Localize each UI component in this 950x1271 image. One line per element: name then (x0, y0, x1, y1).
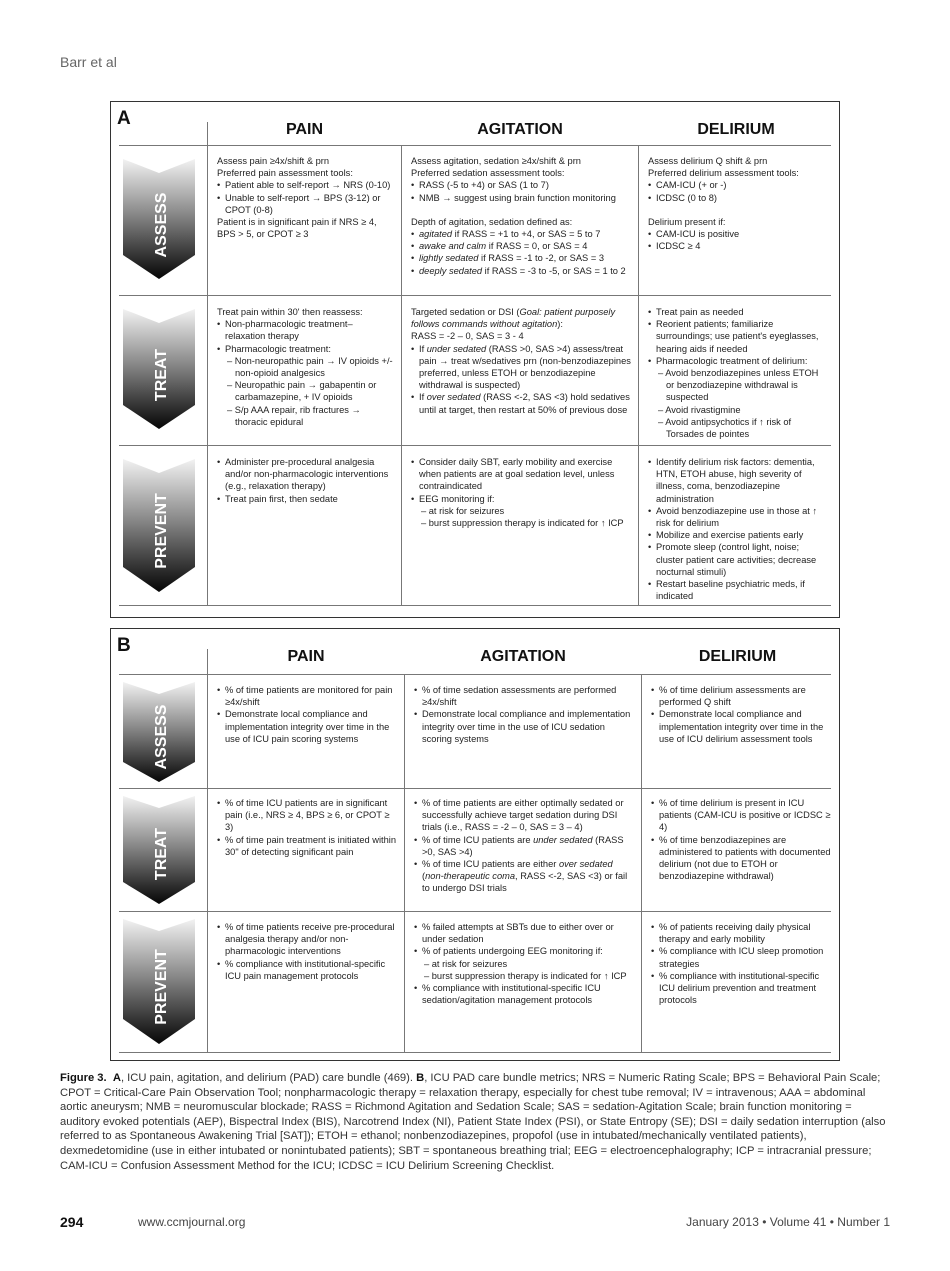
running-head: Barr et al (60, 54, 117, 70)
list-item: • % of time patients are either optimally sedated or successfully achieve target sedation during DSI trials (i.e., RASS = -2 – 0, SAS = 3 – 4) (414, 797, 634, 834)
list-item: • % of time sedation assessments are performed ≥4x/shift (414, 684, 634, 708)
term: non-therapeutic coma (425, 871, 516, 882)
list-item: • % of patients undergoing EEG monitoring if: (414, 945, 634, 957)
term: deeply sedated (419, 265, 483, 276)
page-number: 294 (60, 1214, 84, 1230)
column-divider (638, 145, 639, 605)
list-item: • RASS (-5 to +4) or SAS (1 to 7) (411, 179, 631, 191)
list-item: • Unable to self-report → BPS (3-12) or CPOT (0-8) (217, 192, 393, 216)
row-divider (119, 445, 831, 446)
sub-item: – burst suppression therapy is indicated for ↑ ICP (421, 518, 624, 529)
row-label-treat: TREAT (153, 827, 170, 881)
list-item: • EEG monitoring if: (411, 493, 631, 505)
list-item: • % of time delirium is present in ICU patients (CAM-ICU is positive or ICDSC ≥ 4) (651, 797, 831, 834)
panel-b-letter: B (117, 635, 131, 656)
list-item (411, 240, 631, 252)
list-item (411, 252, 631, 264)
chevron-treat-b (123, 796, 195, 904)
panel-a (110, 101, 840, 618)
list-item (411, 228, 631, 240)
chevron-assess-a (123, 159, 195, 279)
cell-b-assess-pain (211, 684, 403, 745)
text: Treat pain within 30' then reassess: (217, 307, 363, 317)
column-divider (404, 674, 405, 1052)
row-divider (119, 674, 831, 675)
list-item: • % compliance with ICU sleep promotion strategies (651, 945, 831, 969)
panel-b-header-delirium: DELIRIUM (698, 648, 777, 665)
cell-treat-agitation (405, 306, 637, 416)
panel-b (110, 628, 840, 1061)
list-item: • Demonstrate local compliance and implementation integrity over time in the use of ICU delirium assessment tools (651, 708, 831, 745)
list-item (411, 265, 631, 277)
list-item: • Non-pharmacologic treatment– relaxation therapy (217, 318, 393, 342)
sub-item: – Avoid benzodiazepines unless ETOH or benzodiazepine withdrawal is suspected (658, 368, 819, 403)
panel-b-header-agitation: AGITATION (480, 648, 566, 665)
list-item: • Mobilize and exercise patients early (648, 529, 826, 541)
cell-b-assess-agitation (408, 684, 640, 745)
caption-text: , ICU PAD care bundle metrics; NRS = Numeric Rating Scale; BPS = Behavioral Pain Scale; CPOT = Critical-Care Pain Observation Tool; nonpharmacologic therapy = relaxation therapy, especially for chest tube removal; IV = intravenous; AAA = abdominal aortic aneurysm; NMB = neuromuscular blockade; RASS = Richmond Agitation and Sedation Scale; SAS = sedation-Agitation Scale; brain function monitoring = auditory evoked potentials (AEP), Bispectral Index (BIS), Narcotrend Index (NI), Patient State Index (PSI), or State Entropy (SE); DSI = daily sedation interruption (also referred to as Spontaneous Awakening Trial [SAT]); ETOH = ethanol; nonbenzodiazepines, propofol (use in intubated/mechanically ventilated patients), dexmedetomidine (use in either intubated or nonintubated patients); SBT = spontaneous breathing trial; EEG = electroencephalography; ICP = intracranial pressure; CAM-ICU = Confusion Assessment Method for the ICU; ICDSC = ICU Delirium Screening Checklist. (60, 1072, 886, 1172)
text: (RASS >0, SAS >4) (422, 834, 624, 857)
row-divider (119, 1052, 831, 1053)
text: Preferred sedation assessment tools: (411, 168, 565, 179)
cell-b-prevent-delirium (645, 921, 837, 1006)
text: if RASS = -1 to -2, or SAS = 3 (478, 253, 604, 264)
list-item: • Identify delirium risk factors: dementia, HTN, ETOH abuse, high severity of illness, coma, benzodiazepine administration (648, 456, 826, 505)
list-item: • % failed attempts at SBTs due to either over or under sedation (414, 921, 634, 945)
list-item: • % of time delirium assessments are performed Q shift (651, 684, 831, 708)
list-item: • % of time patients receive pre-procedural analgesia therapy and/or non-pharmacologic interventions (217, 921, 397, 958)
text: Targeted sedation or DSI ( (411, 307, 520, 317)
list-item: • Restart baseline psychiatric meds, if indicated (648, 578, 826, 602)
term: under sedated (533, 834, 593, 845)
cell-b-treat-delirium (645, 797, 837, 882)
cell-prevent-pain (211, 456, 399, 505)
row-divider (119, 788, 831, 789)
text: Assess delirium Q shift & prn (648, 156, 768, 166)
term: over sedated (426, 392, 481, 403)
text: if RASS = -3 to -5, or SAS = 1 to 2 (482, 265, 626, 276)
list-item (411, 391, 631, 415)
text: , RASS <-2, SAS <3) or fail to undergo DSI trials (422, 871, 628, 894)
cell-assess-pain (211, 155, 399, 240)
cell-b-prevent-agitation (408, 921, 640, 1006)
text: Delirium present if: (648, 216, 726, 227)
caption-letter: A (112, 1072, 121, 1084)
list-item: • % of time ICU patients are in significant pain (i.e., NRS ≥ 4, BPS ≥ 6, or CPOT ≥ 3) (217, 797, 397, 834)
list-item: • % of time patients are monitored for pain ≥4x/shift (217, 684, 397, 708)
row-divider (119, 145, 831, 146)
sub-item: – burst suppression therapy is indicated for ↑ ICP (424, 970, 627, 981)
term: over sedated (558, 859, 613, 870)
list-item (411, 343, 631, 392)
sub-item: – S/p AAA repair, rib fractures → thoracic epidural (227, 404, 361, 427)
text: Patient is in significant pain if NRS ≥ 4, BPS > 5, or CPOT ≥ 3 (217, 217, 377, 240)
text: ): (557, 319, 563, 330)
list-item: • NMB → suggest using brain function monitoring (411, 192, 631, 204)
cell-b-treat-agitation (408, 797, 640, 895)
cell-assess-delirium (642, 155, 832, 252)
term: agitated (419, 229, 453, 240)
sub-item: – at risk for seizures (424, 958, 508, 969)
cell-assess-agitation (405, 155, 637, 277)
row-label-treat: TREAT (153, 348, 170, 402)
column-divider (207, 122, 208, 605)
journal-url[interactable]: www.ccmjournal.org (138, 1215, 246, 1229)
list-item: • ICDSC ≥ 4 (648, 240, 826, 252)
sub-item: – at risk for seizures (421, 505, 505, 516)
list-item: • Treat pain first, then sedate (217, 493, 393, 505)
list-item: • Administer pre-procedural analgesia and/or non-pharmacologic interventions (e.g., relaxation therapy) (217, 456, 393, 493)
text: Preferred pain assessment tools: (217, 168, 353, 179)
caption-label: Figure 3. (60, 1072, 107, 1084)
list-item: • % compliance with institutional-specific ICU pain management protocols (217, 958, 397, 982)
text: Assess pain ≥4x/shift & prn (217, 156, 330, 166)
column-divider (641, 674, 642, 1052)
list-item: • ICDSC (0 to 8) (648, 192, 826, 204)
text: RASS = -2 – 0, SAS = 3 - 4 (411, 331, 524, 342)
caption-text: , ICU pain, agitation, and delirium (PAD) care bundle (469). (120, 1072, 417, 1084)
row-divider (119, 295, 831, 296)
list-item: • Treat pain as needed (648, 306, 826, 318)
cell-treat-delirium (642, 306, 832, 440)
list-item: • CAM-ICU (+ or -) (648, 179, 826, 191)
text: ( (422, 871, 426, 882)
sub-item: – Non-neuropathic pain → IV opioids +/- non-opioid analgesics (227, 355, 393, 379)
text: (RASS >0, SAS >4) assess/treat pain → treat w/sedatives prn (non-benzodiazepines preferred, unless ETOH or benzodiazepine withdrawal is suspected) (419, 343, 631, 391)
row-label-assess: ASSESS (153, 704, 170, 770)
text: If (419, 392, 427, 403)
chevron-treat-a (123, 309, 195, 429)
row-divider (119, 911, 831, 912)
row-divider (119, 605, 831, 606)
panel-a-letter: A (117, 108, 131, 129)
list-item: • Promote sleep (control light, noise; cluster patient care activities; decrease nocturnal stimuli) (648, 541, 826, 578)
panel-a-header-agitation: AGITATION (477, 121, 563, 138)
cell-prevent-agitation (405, 456, 637, 529)
text: Depth of agitation, sedation defined as: (411, 216, 573, 227)
list-item: • Reorient patients; familiarize surroundings; use patient's eyeglasses, hearing aids if needed (648, 318, 826, 355)
text: (RASS <-2, SAS <3) hold sedatives until at target, then restart at 50% of previous dose (419, 392, 630, 415)
text: % of time ICU patients are either (422, 859, 559, 870)
term: awake and calm (419, 241, 487, 252)
sub-item: – Avoid rivastigmine (658, 404, 741, 415)
column-divider (401, 145, 402, 605)
text: % of time ICU patients are (422, 834, 534, 845)
list-item: • CAM-ICU is positive (648, 228, 826, 240)
caption-letter: B (416, 1072, 425, 1084)
chevron-assess-b (123, 682, 195, 782)
column-divider (207, 649, 208, 1052)
list-item: • Demonstrate local compliance and implementation integrity over time in the use of ICU pain scoring systems (217, 708, 397, 745)
panel-a-header-pain: PAIN (285, 121, 324, 138)
term: lightly sedated (419, 253, 479, 264)
text: Preferred delirium assessment tools: (648, 168, 799, 179)
sub-item: – Avoid antipsychotics if ↑ risk of Torsades de pointes (658, 416, 792, 440)
cell-b-prevent-pain (211, 921, 403, 982)
list-item (414, 834, 634, 858)
list-item: • % compliance with institutional-specific ICU sedation/agitation management protocols (414, 982, 634, 1006)
panel-a-header-delirium: DELIRIUM (697, 121, 775, 138)
list-item (414, 858, 634, 895)
row-label-prevent: PREVENT (153, 949, 170, 1025)
cell-treat-pain (211, 306, 399, 428)
list-item: • Patient able to self-report → NRS (0-10) (217, 179, 393, 191)
list-item: • % of patients receiving daily physical therapy and early mobility (651, 921, 831, 945)
row-label-assess: ASSESS (153, 192, 170, 258)
figure-caption (60, 1071, 890, 1173)
goal-text: Goal: patient purposely follows commands without agitation (411, 307, 616, 330)
chevron-prevent-b (123, 919, 195, 1044)
list-item: • Pharmacologic treatment: (217, 343, 393, 355)
list-item: • % of time benzodiazepines are administered to patients with documented delirium (not due to ETOH or benzodiazepine withdrawal) (651, 834, 831, 883)
sub-item: – Neuropathic pain → gabapentin or carbamazepine, + IV opioids (227, 380, 377, 403)
chevron-prevent-a (123, 459, 195, 592)
row-label-prevent: PREVENT (153, 493, 170, 569)
cell-b-assess-delirium (645, 684, 837, 745)
cell-prevent-delirium (642, 456, 832, 602)
list-item: • Avoid benzodiazepine use in those at ↑ risk for delirium (648, 505, 826, 529)
term: under sedated (426, 343, 487, 354)
list-item: • Pharmacologic treatment of delirium: (648, 355, 826, 367)
panel-b-header-pain: PAIN (287, 648, 325, 665)
list-item: • % compliance with institutional-specific ICU delirium prevention and treatment protocols (651, 970, 831, 1007)
cell-b-treat-pain (211, 797, 403, 858)
text: if RASS = 0, or SAS = 4 (486, 241, 588, 252)
text: If (419, 343, 427, 354)
list-item: • Demonstrate local compliance and implementation integrity over time in the use of ICU sedation scoring systems (414, 708, 634, 745)
list-item: • % of time pain treatment is initiated within 30" of detecting significant pain (217, 834, 397, 858)
list-item: • Consider daily SBT, early mobility and exercise when patients are at goal sedation level, unless contraindicated (411, 456, 631, 493)
issue-info: January 2013 • Volume 41 • Number 1 (686, 1215, 890, 1229)
text: if RASS = +1 to +4, or SAS = 5 to 7 (452, 229, 601, 240)
text: Assess agitation, sedation ≥4x/shift & prn (411, 156, 581, 166)
